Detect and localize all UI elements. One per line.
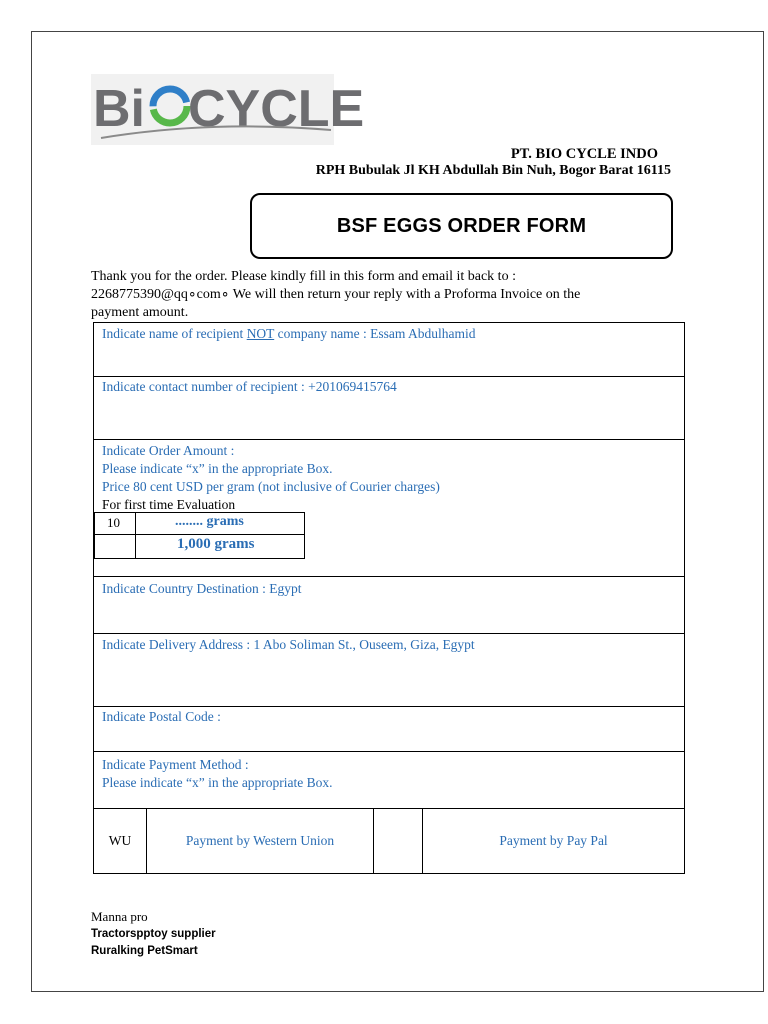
order-price: Price 80 cent USD per gram (not inclusive of Courier charges) <box>102 479 440 494</box>
biocycle-logo <box>91 74 365 145</box>
intro-line-3: payment amount. <box>91 305 189 320</box>
intro-line-1: Thank you for the order. Please kindly fill in this form and email it back to : <box>91 269 516 284</box>
paypal-option <box>423 809 684 873</box>
western-union-label: Payment by Western Union <box>185 833 335 848</box>
form-title: BSF EGGS ORDER FORM <box>336 214 587 237</box>
postal-field: Indicate Postal Code : <box>102 709 221 724</box>
recipient-field <box>94 323 684 343</box>
svg-text:Bi: Bi <box>93 80 145 138</box>
option-1-label: ........ grams <box>175 514 244 529</box>
payment-method-instruction: Please indicate “x” in the appropriate Box. <box>102 775 333 790</box>
option-2-mark[interactable] <box>95 535 135 558</box>
intro-line-2: 2268775390@qq∘com∘ We will then return your reply with a Proforma Invoice on the <box>91 287 581 302</box>
wu-mark: WU <box>108 833 132 848</box>
delivery-field: Indicate Delivery Address : 1 Abo Soliman St., Ouseem, Giza, Egypt <box>102 637 475 652</box>
footer-line-2: Tractorspptoy supplier <box>91 928 216 940</box>
recipient-value: company name : Essam Abdulhamid <box>274 326 476 341</box>
payment-options <box>94 809 684 873</box>
payment-method-label: Indicate Payment Method : <box>102 757 249 772</box>
country-field: Indicate Country Destination : Egypt <box>102 581 302 596</box>
footer-line-3: Ruralking PetSmart <box>91 945 198 957</box>
company-address: RPH Bubulak Jl KH Abdullah Bin Nuh, Bogor Barat 16115 <box>315 163 671 178</box>
country-row[interactable] <box>94 577 684 634</box>
paypal-checkbox[interactable] <box>374 809 423 873</box>
payment-method-row <box>94 752 684 809</box>
recipient-row[interactable] <box>94 323 684 377</box>
footer-notes <box>91 908 216 960</box>
order-evaluation: For first time Evaluation <box>102 497 236 512</box>
form-title-box <box>250 193 673 259</box>
company-name: PT. BIO CYCLE INDO <box>510 146 658 162</box>
quantity-options <box>94 512 305 559</box>
contact-field: Indicate contact number of recipient : +201069415764 <box>102 379 397 394</box>
option-1-mark[interactable]: 10 <box>107 515 120 530</box>
recipient-not: NOT <box>246 326 275 341</box>
postal-row[interactable] <box>94 707 684 752</box>
order-amount-instruction: Please indicate “x” in the appropriate Box. <box>102 461 333 476</box>
svg-text:CYCLE: CYCLE <box>188 80 365 138</box>
contact-row[interactable] <box>94 377 684 440</box>
order-form-table <box>93 322 685 874</box>
wu-checkbox[interactable] <box>94 809 147 873</box>
intro-text <box>91 268 691 322</box>
order-amount-label: Indicate Order Amount : <box>102 443 235 458</box>
option-2-label: 1,000 grams <box>177 536 255 552</box>
delivery-row[interactable] <box>94 634 684 707</box>
paypal-label: Payment by Pay Pal <box>499 833 608 848</box>
order-amount-row <box>94 440 684 577</box>
footer-line-1: Manna pro <box>91 909 148 924</box>
western-union-option <box>147 809 374 873</box>
recipient-prefix: Indicate name of recipient <box>102 326 247 341</box>
